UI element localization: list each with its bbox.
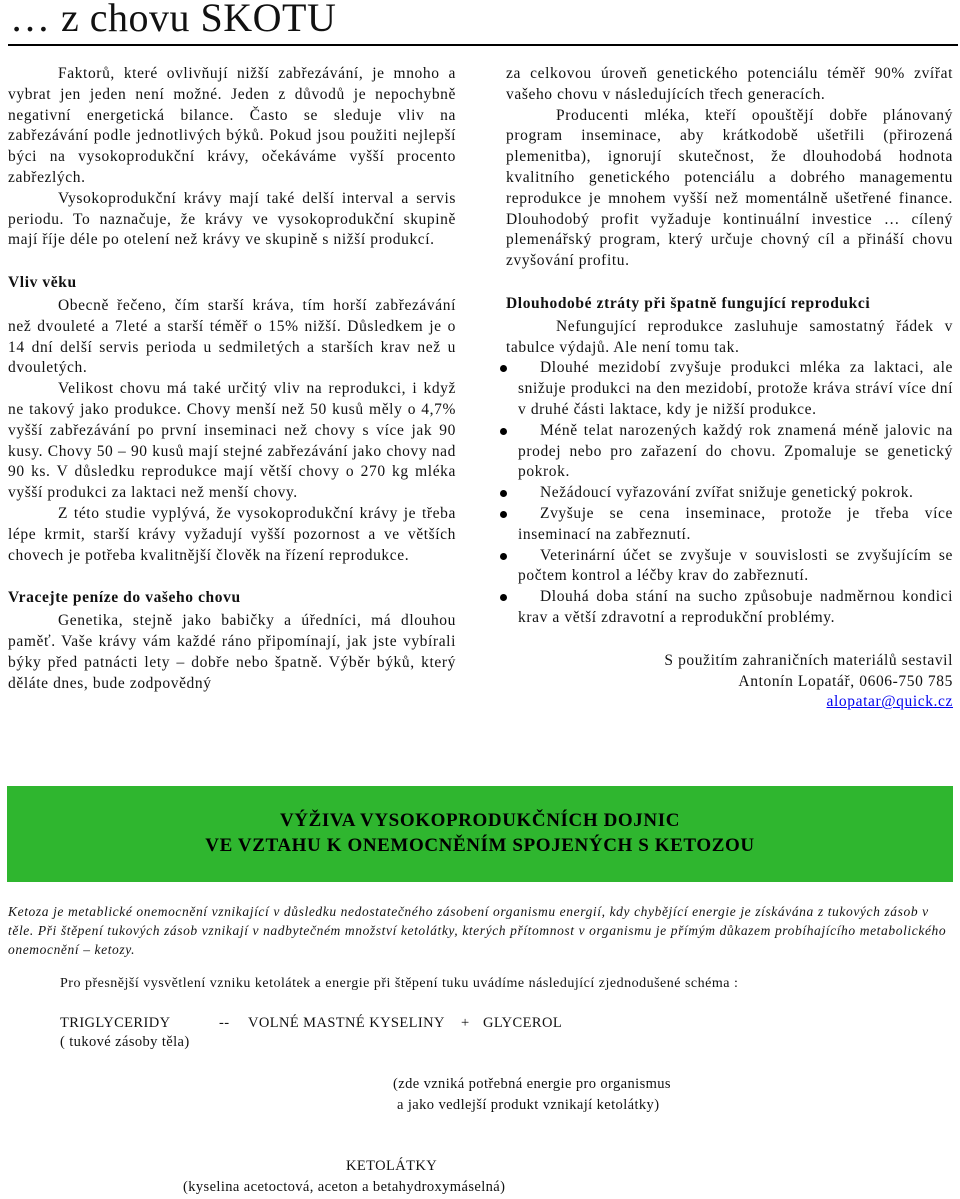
paragraph: Velikost chovu má také určitý vliv na reprodukci, i když ne takový jako produkce. Chovy menší než 50 kusů měly o 4,7% vyšší zabřezávání po první inseminaci než chovy s více jak 90 kusy. Chovy 50 – 90 kusů mají stejné zabřezávání jako chovy nad 90 ks. V důsledku reprodukce mají větší chovy o 270 kg mléka vyšší produkci za laktaci než menší chovy. bbox=[8, 380, 456, 502]
list-item bbox=[506, 358, 953, 420]
list-item bbox=[506, 483, 953, 504]
section-heading: Vliv věku bbox=[8, 274, 77, 292]
paragraph: Nefungující reprodukce zasluhuje samostatný řádek v tabulce výdajů. Ale není tomu tak. bbox=[506, 317, 953, 356]
list-item-text: Zvyšuje se cena inseminace, protože je třeba více inseminací na zabřeznutí. bbox=[518, 504, 953, 543]
definition-text: Ketoza je metablické onemocnění vznikající v důsledku nedostatečného zásobení organismu energií, kdy chybějící energie je získávána z tukových zásob v těle. Při štěpení tukových zásob vznikají v nadbytečném množství ketolátky, kterých přítomnost v organismu je přímým důkazem probíhajícího metabolického onemocnění – ketozy. bbox=[8, 904, 947, 957]
scheme-glycerol: GLYCEROL bbox=[483, 1015, 563, 1031]
scheme-triglycerides-note: ( tukové zásoby těla) bbox=[60, 1034, 190, 1050]
list-item-text: Veterinární účet se zvyšuje v souvislosti se zvyšujícím se počtem kontrol a léčby krav do zabřeznutí. bbox=[518, 546, 953, 585]
banner-title-line1: VÝŽIVA VYSOKOPRODUKČNÍCH DOJNIC bbox=[279, 810, 681, 831]
paragraph: Obecně řečeno, čím starší kráva, tím horší zabřezávání než dvouleté a 7leté a starší téměř o 15% nižší. Důsledkem je o 14 dní delší servis perioda u sedmiletých a starších krav než u dvouletých. bbox=[8, 296, 456, 377]
page-title: … z chovu SKOTU bbox=[10, 0, 337, 40]
list-item bbox=[506, 546, 953, 588]
scheme-intro: Pro přesnější vysvětlení vzniku ketolátek a energie při štěpení tuku uvádíme následující zjednodušené schéma : bbox=[60, 976, 739, 991]
bullet-icon bbox=[500, 490, 507, 497]
section-heading: Vracejte peníze do vašeho chovu bbox=[8, 589, 241, 607]
list-item bbox=[506, 421, 953, 483]
list-item-text: Méně telat narozených každý rok znamená méně jalovic na prodej nebo pro zařazení do chovu. Zpomaluje se genetický pokrok. bbox=[518, 421, 953, 481]
scheme-energy-note-2: a jako vedlejší produkt vznikají ketolátky) bbox=[397, 1097, 660, 1113]
list-item bbox=[506, 587, 953, 629]
paragraph: Producenti mléka, kteří opouštějí dobře plánovaný program inseminace, aby krátkodobě ušetřili (přirozená plemenitba), ignorují skutečnost, že dlouhodobá hodnota kvalitního genetického potenciálu a dobrého managementu reprodukce je mnohem vyšší než momentálně ušetřené finance. Dlouhodobý profit vyžaduje kontinuální investice … cílený plemenářský program, který určuje chovný cíl a přináší chovu zvyšování profitu. bbox=[506, 106, 953, 270]
paragraph: za celkovou úroveň genetického potenciálu téměř 90% zvířat vašeho chovu v následujících třech generacích. bbox=[506, 65, 953, 103]
ketosis-definition bbox=[8, 902, 954, 959]
bullet-icon bbox=[500, 594, 507, 601]
left-column bbox=[8, 64, 456, 694]
list-item-text: Dlouhé mezidobí zvyšuje produkci mléka za laktaci, ale snižuje produkci na den mezidobí, protože kráva stráví více dní v druhé části laktace, kdy je nižší produkce. bbox=[518, 359, 953, 418]
scheme-fatty-acids: VOLNÉ MASTNÉ KYSELINY bbox=[248, 1015, 445, 1031]
bullet-icon bbox=[500, 365, 507, 372]
page-header bbox=[0, 0, 960, 48]
paragraph: Faktorů, které ovlivňují nižší zabřezávání, je mnoho a vybrat jen jeden není možné. Jeden z důvodů je nepochybně negativní energetická bilance. Často se sleduje vliv na zabřezávání podle jednotlivých býků. Pokud jsou použiti nejlepší býci na vysokoprodukční krávy, očekáváme vyšší procento zabřezlých. bbox=[8, 65, 456, 186]
paragraph: Z této studie vyplývá, že vysokoprodukční krávy je třeba lépe krmit, starší krávy vyžadují vyšší pozornost a ve větších chovech je potřeba kvalitnější člověk na řízení reprodukce. bbox=[8, 504, 456, 564]
loss-list bbox=[506, 358, 953, 628]
scheme-ketones: KETOLÁTKY bbox=[346, 1158, 438, 1174]
section-banner bbox=[7, 786, 953, 882]
paragraph: Vysokoprodukční krávy mají také delší interval a servis periodu. To naznačuje, že krávy ve vysokoprodukční skupině mají říje déle po otelení než krávy ve skupině s nižší produkcí. bbox=[8, 189, 456, 249]
bullet-icon bbox=[500, 553, 507, 560]
author-email-link[interactable]: alopatar@quick.cz bbox=[826, 693, 953, 711]
paragraph: Genetika, stejně jako babičky a úředníci, má dlouhou paměť. Vaše krávy vám každé ráno připomínají, jak jste vybírali býky před patnácti lety – dobře nebo špatně. Výběr býků, který děláte dnes, bude zodpovědný bbox=[8, 612, 456, 692]
scheme-triglycerides: TRIGLYCERIDY bbox=[60, 1015, 171, 1031]
bullet-icon bbox=[500, 428, 507, 435]
list-item bbox=[506, 504, 953, 546]
list-item-text: Nežádoucí vyřazování zvířat snižuje genetický pokrok. bbox=[540, 484, 914, 502]
bullet-icon bbox=[500, 511, 507, 518]
author-name-phone: Antonín Lopatář, 0606-750 785 bbox=[738, 672, 953, 690]
right-column bbox=[506, 64, 953, 713]
banner-title-line2: VE VZTAHU K ONEMOCNĚNÍM SPOJENÝCH S KETOZOU bbox=[205, 835, 755, 856]
scheme-arrow: -- bbox=[219, 1015, 230, 1031]
scheme-plus: + bbox=[461, 1015, 470, 1031]
author-note: S použitím zahraničních materiálů sestavil bbox=[664, 651, 953, 669]
scheme-energy-note-1: (zde vzniká potřebná energie pro organismus bbox=[393, 1076, 671, 1092]
header-divider bbox=[8, 44, 958, 46]
section-heading: Dlouhodobé ztráty při špatně fungující reprodukci bbox=[506, 294, 871, 312]
list-item-text: Dlouhá doba stání na sucho způsobuje nadměrnou kondici krav a větší zdravotní a reprodukční problémy. bbox=[518, 588, 953, 626]
scheme-ketones-list: (kyselina acetoctová, aceton a betahydroxymáselná) bbox=[183, 1179, 506, 1195]
